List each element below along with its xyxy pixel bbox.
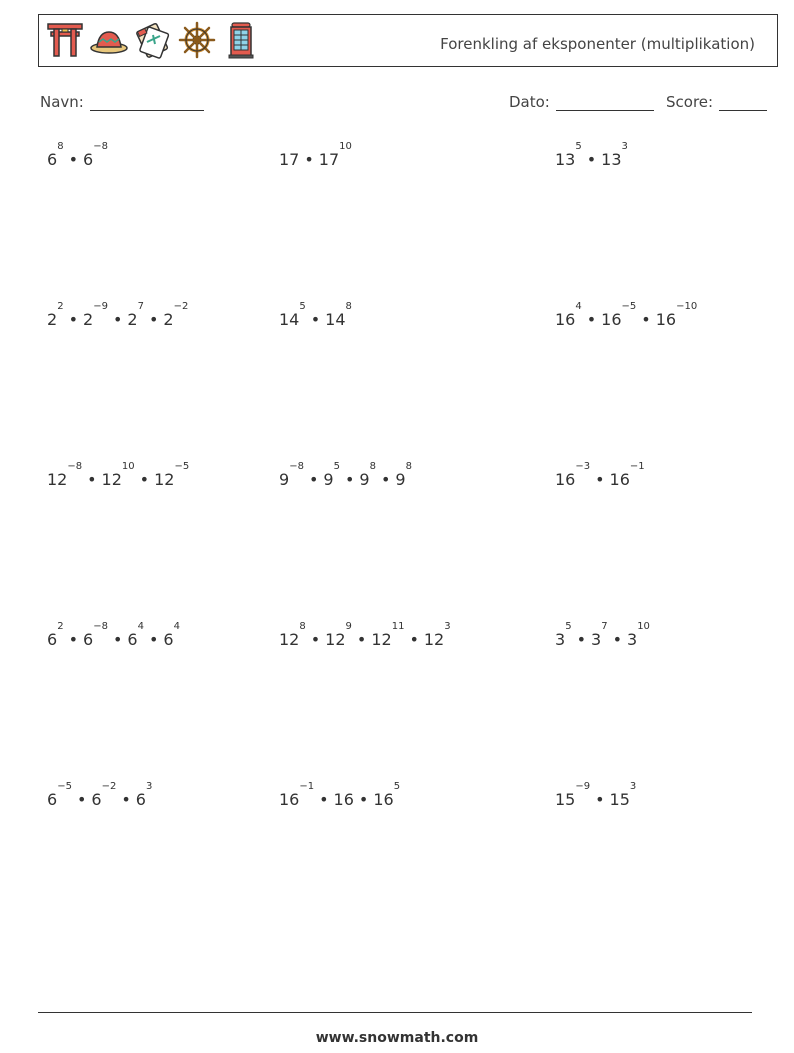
score-label: Score: bbox=[666, 93, 714, 111]
term-exponent: 10 bbox=[637, 621, 650, 632]
problem-7 bbox=[47, 461, 190, 489]
term-exponent: −10 bbox=[676, 301, 698, 312]
multiply-operator: • bbox=[76, 790, 87, 809]
term-exponent: 5 bbox=[333, 461, 340, 472]
phone-booth-icon bbox=[221, 20, 261, 60]
term-base: 12 bbox=[371, 630, 392, 649]
term-base: 2 bbox=[47, 310, 58, 329]
term-base: 2 bbox=[83, 310, 94, 329]
term-exponent: −1 bbox=[629, 461, 645, 472]
multiply-operator: • bbox=[595, 790, 605, 809]
footer-url: www.snowmath.com bbox=[315, 1030, 479, 1046]
problem-2 bbox=[279, 141, 352, 169]
term-exponent: 8 bbox=[345, 301, 352, 312]
term-base: 6 bbox=[127, 630, 138, 649]
multiply-operator: • bbox=[148, 310, 159, 329]
name-field bbox=[40, 93, 204, 111]
term-exponent: 8 bbox=[57, 141, 64, 152]
term-exponent: −8 bbox=[289, 461, 304, 472]
term-base: 16 bbox=[555, 310, 576, 329]
term-exponent: 3 bbox=[621, 141, 628, 152]
term-base: 14 bbox=[325, 310, 346, 329]
term-exponent: −2 bbox=[173, 301, 189, 312]
multiply-operator: • bbox=[409, 630, 419, 649]
term-exponent: 10 bbox=[121, 461, 135, 472]
date-label: Dato: bbox=[509, 93, 550, 111]
header-icons bbox=[45, 20, 261, 60]
term-base: 12 bbox=[154, 470, 175, 489]
term-base: 9 bbox=[395, 470, 406, 489]
term-base: 6 bbox=[47, 790, 58, 809]
term-base: 17 bbox=[318, 150, 340, 169]
term-base: 16 bbox=[279, 790, 300, 809]
term-base: 17 bbox=[279, 150, 300, 169]
term-base: 12 bbox=[423, 630, 445, 649]
term-exponent: −5 bbox=[57, 781, 72, 792]
multiply-operator: • bbox=[148, 630, 159, 649]
multiply-operator: • bbox=[121, 790, 131, 809]
term-base: 6 bbox=[83, 630, 94, 649]
term-exponent: −3 bbox=[575, 461, 591, 472]
multiply-operator: • bbox=[304, 150, 314, 169]
term-exponent: 4 bbox=[575, 301, 582, 312]
term-base: 15 bbox=[609, 790, 630, 809]
multiply-operator: • bbox=[641, 310, 651, 329]
term-base: 14 bbox=[279, 310, 300, 329]
hat-icon bbox=[89, 20, 129, 60]
ship-wheel-icon bbox=[177, 20, 217, 60]
multiply-operator: • bbox=[68, 630, 78, 649]
torii-gate-icon bbox=[45, 20, 85, 60]
term-exponent: −5 bbox=[174, 461, 190, 472]
term-exponent: 8 bbox=[369, 461, 376, 472]
term-exponent: 9 bbox=[345, 621, 352, 632]
problem-14 bbox=[279, 781, 401, 809]
term-exponent: 3 bbox=[629, 781, 637, 792]
term-base: 16 bbox=[373, 790, 394, 809]
term-exponent: 4 bbox=[137, 621, 144, 632]
term-exponent: 11 bbox=[391, 621, 405, 632]
term-base: 2 bbox=[163, 310, 174, 329]
problem-4 bbox=[47, 301, 189, 329]
term-base: 16 bbox=[333, 790, 354, 809]
term-exponent: 5 bbox=[565, 621, 572, 632]
term-base: 3 bbox=[627, 630, 638, 649]
multiply-operator: • bbox=[586, 150, 597, 169]
multiply-operator: • bbox=[380, 470, 391, 489]
multiply-operator: • bbox=[358, 790, 369, 809]
multiply-operator: • bbox=[112, 310, 123, 329]
term-base: 6 bbox=[91, 790, 102, 809]
problem-9 bbox=[555, 461, 645, 489]
term-base: 13 bbox=[601, 150, 622, 169]
multiply-operator: • bbox=[310, 630, 321, 649]
term-base: 6 bbox=[47, 630, 58, 649]
multiply-operator: • bbox=[87, 470, 97, 489]
score-line[interactable] bbox=[719, 94, 767, 111]
term-base: 3 bbox=[555, 630, 566, 649]
multiply-operator: • bbox=[595, 470, 605, 489]
multiply-operator: • bbox=[310, 310, 321, 329]
problem-13 bbox=[47, 781, 153, 809]
term-exponent: 5 bbox=[575, 141, 582, 152]
problem-3 bbox=[555, 141, 628, 169]
problem-10 bbox=[47, 621, 180, 649]
term-base: 9 bbox=[279, 470, 290, 489]
multiply-operator: • bbox=[112, 630, 123, 649]
name-line[interactable] bbox=[90, 94, 204, 111]
multiply-operator: • bbox=[356, 630, 367, 649]
term-exponent: 10 bbox=[339, 141, 352, 152]
term-base: 15 bbox=[555, 790, 576, 809]
problem-1 bbox=[47, 141, 108, 169]
term-base: 6 bbox=[47, 150, 58, 169]
term-exponent: 7 bbox=[601, 621, 608, 632]
multiply-operator: • bbox=[139, 470, 150, 489]
date-line[interactable] bbox=[556, 94, 654, 111]
multiply-operator: • bbox=[612, 630, 622, 649]
term-base: 6 bbox=[135, 790, 146, 809]
term-exponent: −8 bbox=[93, 621, 108, 632]
term-base: 6 bbox=[163, 630, 174, 649]
term-exponent: −2 bbox=[101, 781, 117, 792]
term-exponent: −9 bbox=[575, 781, 591, 792]
term-base: 9 bbox=[323, 470, 334, 489]
term-base: 6 bbox=[83, 150, 94, 169]
term-base: 9 bbox=[359, 470, 370, 489]
term-exponent: 4 bbox=[173, 621, 180, 632]
term-exponent: 3 bbox=[444, 621, 451, 632]
multiply-operator: • bbox=[319, 790, 329, 809]
multiply-operator: • bbox=[68, 150, 78, 169]
problem-5 bbox=[279, 301, 352, 329]
plane-ticket-icon bbox=[133, 20, 173, 60]
problem-8 bbox=[279, 461, 412, 489]
term-base: 12 bbox=[279, 630, 300, 649]
multiply-operator: • bbox=[576, 630, 586, 649]
problem-11 bbox=[279, 621, 451, 649]
name-label: Navn: bbox=[40, 93, 84, 111]
problem-6 bbox=[555, 301, 698, 329]
term-base: 16 bbox=[609, 470, 630, 489]
term-base: 13 bbox=[555, 150, 576, 169]
term-exponent: −9 bbox=[93, 301, 108, 312]
multiply-operator: • bbox=[308, 470, 319, 489]
date-field bbox=[509, 93, 654, 111]
term-exponent: −8 bbox=[67, 461, 83, 472]
multiply-operator: • bbox=[344, 470, 355, 489]
term-base: 12 bbox=[101, 470, 122, 489]
term-base: 16 bbox=[555, 470, 576, 489]
term-exponent: −5 bbox=[621, 301, 637, 312]
term-exponent: −8 bbox=[93, 141, 108, 152]
worksheet-header bbox=[38, 14, 778, 67]
problem-15 bbox=[555, 781, 637, 809]
term-base: 3 bbox=[591, 630, 602, 649]
term-exponent: 2 bbox=[57, 301, 64, 312]
term-exponent: −1 bbox=[299, 781, 315, 792]
score-field bbox=[666, 93, 767, 111]
footer-divider bbox=[38, 1012, 752, 1013]
term-exponent: 2 bbox=[57, 621, 64, 632]
term-exponent: 5 bbox=[299, 301, 306, 312]
term-base: 2 bbox=[127, 310, 138, 329]
term-exponent: 7 bbox=[137, 301, 144, 312]
term-base: 16 bbox=[655, 310, 677, 329]
term-exponent: 8 bbox=[299, 621, 306, 632]
worksheet-title: Forenkling af eksponenter (multiplikation) bbox=[440, 35, 755, 53]
multiply-operator: • bbox=[586, 310, 597, 329]
problem-12 bbox=[555, 621, 650, 649]
term-base: 16 bbox=[601, 310, 622, 329]
multiply-operator: • bbox=[68, 310, 78, 329]
term-exponent: 3 bbox=[145, 781, 153, 792]
term-exponent: 5 bbox=[393, 781, 401, 792]
term-base: 12 bbox=[47, 470, 68, 489]
term-base: 12 bbox=[325, 630, 346, 649]
term-exponent: 8 bbox=[405, 461, 412, 472]
